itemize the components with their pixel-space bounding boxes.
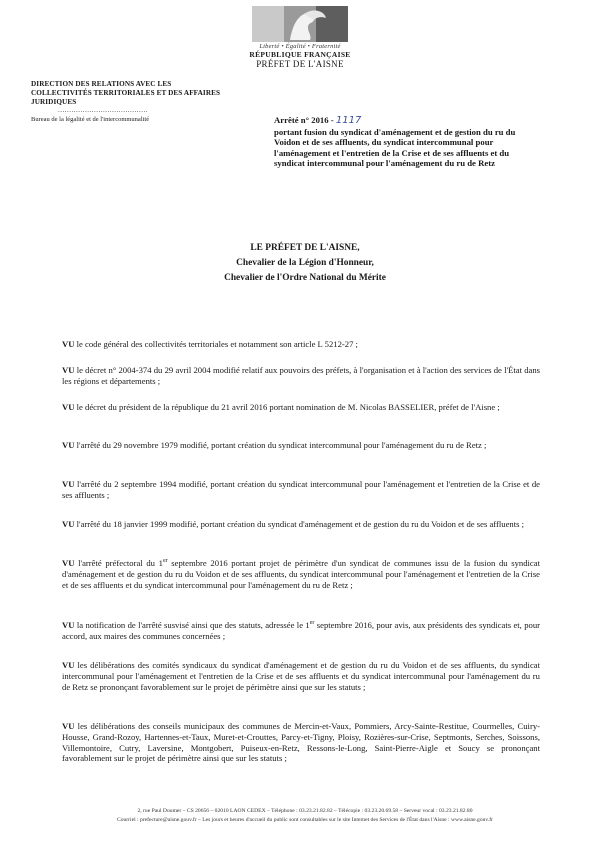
vu-paragraph: [62, 519, 540, 530]
arrete-subject: portant fusion du syndicat d'aménagement et de gestion du ru du Voidon et de ses affluents, du syndicat intercommunal pour l'aménagement et l'entretien de la Crise et de ses affluents et du syndicat intercommunal pour l'aménagement du ru de Retz: [274, 126, 516, 169]
vu-label: VU: [62, 440, 75, 450]
vu-paragraph: [62, 365, 540, 387]
vu-text: septembre 2016, pour avis, aux présidents des syndicats et, pour accord, aux maires des communes concernées ;: [62, 620, 541, 641]
vu-label: VU: [62, 365, 75, 375]
vu-text: les délibérations des conseils municipaux des communes de Mercin-et-Vaux, Pommiers, Arcy-Sainte-Restitue, Courmelles, Cuiry-Housse, Grand-Rozoy, Hartennes-et-Taux, Muret-et-Crouttes, Parcy-et-Tigny, Ploisy, Rozières-sur-Crise, Septmonts, Serches, Soissons, Villemontoire, Cutry, Laversine, Montgobert, Puiseux-en-Retz, Ressons-le-Long, Saint-Pierre-Aigle et Soucy se prononçant favorablement sur le projet de périmètre ainsi que sur les statuts ;: [62, 721, 540, 764]
vu-paragraph: [62, 721, 540, 764]
vu-paragraph: [62, 479, 540, 501]
vu-text: septembre 2016 portant projet de périmètre d'un syndicat de communes issu de la fusion du syndicat d'aménagement et de gestion du ru du Voidon et de ses affluents, du syndicat intercommunal pour l'aménagement et l'entretien de la Crise et de ses affluents et du syndicat intercommunal pour l'aménagement du ru de Retz ;: [62, 558, 540, 590]
vu-paragraph: [62, 558, 540, 590]
prefect-titles: [120, 241, 490, 286]
vu-text: l'arrêté préfectoral du 1: [78, 558, 163, 568]
honor-title-merite: Chevalier de l'Ordre National du Mérite: [224, 273, 386, 283]
vu-text: le décret n° 2004-374 du 29 avril 2004 modifié relatif aux pouvoirs des préfets, à l'organisation et à l'action des services de l'État dans les régions et départements ;: [62, 365, 540, 386]
vu-paragraph: [62, 660, 540, 692]
bureau-name: Bureau de la légalité et de l'intercommunalité: [31, 116, 150, 123]
vu-text: le décret du président de la république du 21 avril 2016 portant nomination de M. Nicolas BASSELIER, préfet de l'Aisne ;: [76, 402, 500, 412]
republique-francaise-logo: [245, 6, 355, 78]
republic-motto: Liberté • Égalité • Fraternité: [259, 43, 341, 50]
vu-label: VU: [62, 479, 75, 489]
header-dots-separator: ........................................: [58, 106, 148, 114]
superscript: er: [309, 620, 315, 627]
vu-paragraph: [62, 339, 540, 350]
arrete-number: [274, 115, 542, 127]
vu-text: l'arrêté du 2 septembre 1994 modifié, portant création du syndicat intercommunal pour l'aménagement et l'entretien de la Crise et de ses affluents ;: [62, 479, 540, 500]
vu-text: l'arrêté du 18 janvier 1999 modifié, portant création du syndicat d'aménagement et de gestion du ru du Voidon et de ses affluents ;: [76, 519, 525, 529]
vu-label: VU: [62, 620, 75, 630]
footer-address: 2, rue Paul Doumer – CS 20656 – 02010 LAON CEDEX – Téléphone : 03.23.21.82.82 – Télécopie : 03.23.20.69.58 – Serveur vocal : 03.23.21.82.80: [137, 808, 473, 814]
vu-text: la notification de l'arrêté susvisé ainsi que des statuts, adressée le 1: [76, 620, 310, 630]
vu-label: VU: [62, 721, 75, 731]
arrete-block: [274, 115, 542, 169]
vu-label: VU: [62, 660, 75, 670]
vu-paragraph: [62, 620, 540, 642]
vu-text: les délibérations des comités syndicaux du syndicat d'aménagement et de gestion du ru du Voidon et de ses affluents, du syndicat intercommunal pour l'aménagement et l'entretien de la Crise et de ses affluents et du syndicat intercommunal pour l'aménagement du ru de Retz se prononçant favorablement sur le projet de périmètre ainsi que sur les statuts ;: [62, 660, 540, 692]
vu-text: le code général des collectivités territoriales et notamment son article L 5212-27 ;: [76, 339, 358, 349]
vu-paragraph: [62, 402, 540, 413]
marianne-logo-icon: [252, 6, 348, 42]
page-footer: [40, 807, 570, 824]
superscript: er: [162, 558, 168, 565]
vu-label: VU: [62, 402, 75, 412]
prefecture-name: PRÉFET DE L'AISNE: [256, 59, 344, 69]
department-name: DIRECTION DES RELATIONS AVEC LES COLLECTIVITÉS TERRITORIALES ET DES AFFAIRES JURIDIQUES: [31, 80, 221, 106]
vu-paragraph: [62, 440, 540, 451]
footer-contact: Courriel : prefecture@aisne.gouv.fr – Les jours et heures d'accueil du public sont consultables sur le site Internet des Services de l'État dans l'Aisne : www.aisne.gouv.fr: [116, 816, 493, 823]
honor-title-legion: Chevalier de la Légion d'Honneur,: [236, 258, 374, 268]
arrete-number-prefix: Arrêté n° 2016 -: [274, 115, 334, 125]
prefect-title: LE PRÉFET DE L'AISNE,: [250, 243, 360, 253]
vu-label: VU: [62, 339, 75, 349]
arrete-number-handwritten: 1117: [335, 115, 362, 126]
republic-name: RÉPUBLIQUE FRANÇAISE: [249, 50, 351, 59]
vu-text: l'arrêté du 29 novembre 1979 modifié, portant création du syndicat intercommunal pour l'aménagement du ru de Retz ;: [76, 440, 487, 450]
vu-label: VU: [62, 558, 75, 568]
vu-label: VU: [62, 519, 75, 529]
